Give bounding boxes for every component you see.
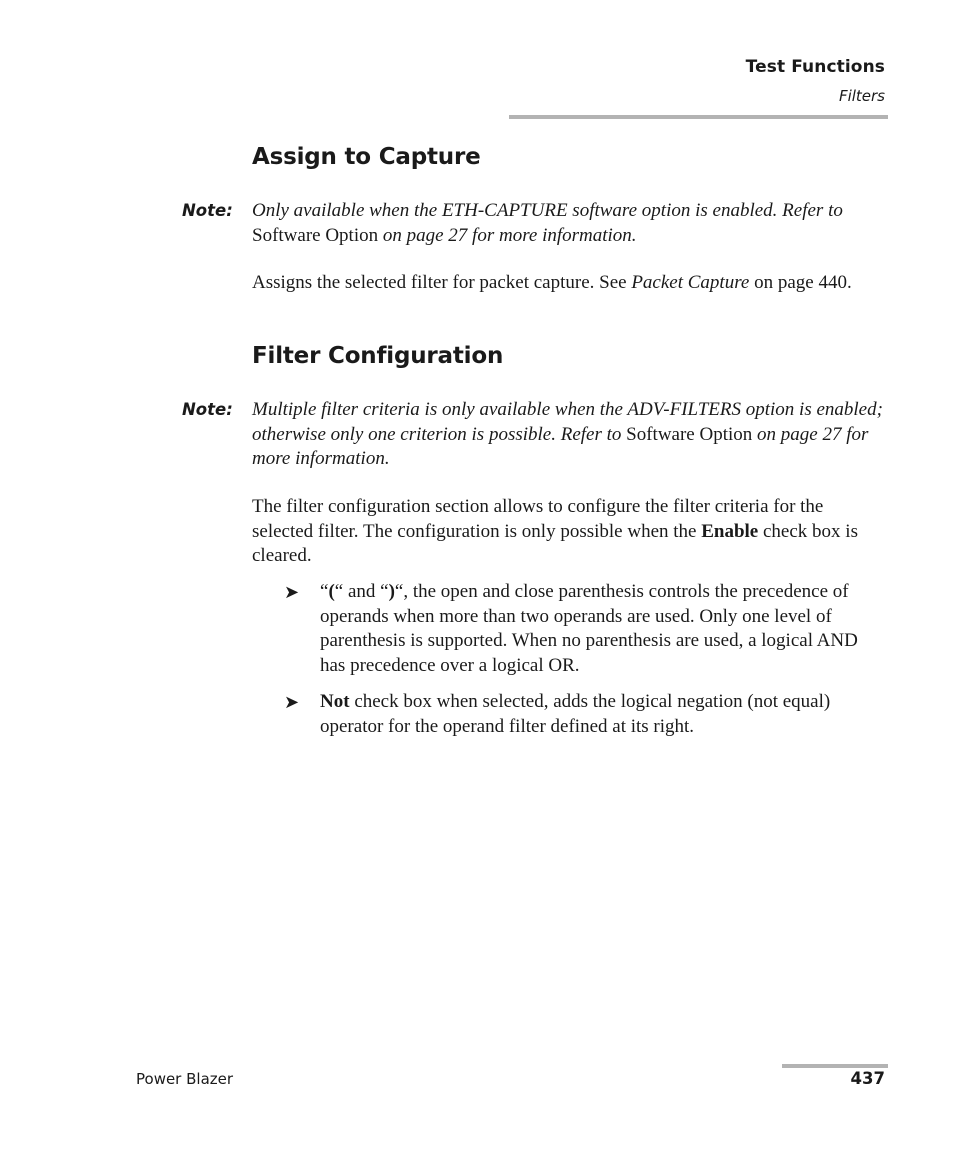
list-item-text: check box when selected, adds the logical negation (not equal) operator for the operand filter defined at its right. <box>320 691 831 737</box>
body-paragraph <box>252 271 884 296</box>
cross-reference-link[interactable]: Software Option <box>252 224 379 246</box>
footer-product-name: Power Blazer <box>136 1070 234 1088</box>
running-header-section: Filters <box>838 87 885 105</box>
header-rule <box>509 115 888 119</box>
body-text-part: on page 440. <box>754 272 852 293</box>
list-item <box>320 690 886 739</box>
note-text-part: Multiple filter criteria is only available when the ADV-FILTERS option is enabled; otherwise only one criterion is possible. Refer to <box>252 399 883 445</box>
cross-reference-link[interactable]: Packet Capture <box>631 272 750 293</box>
cross-reference-link[interactable]: Software Option <box>626 423 753 445</box>
section-heading-assign-to-capture: Assign to Capture <box>252 144 481 170</box>
ui-term-not: Not <box>320 691 350 712</box>
list-item <box>320 580 886 679</box>
running-header-chapter: Test Functions <box>745 57 885 77</box>
ui-term-enable: Enable <box>701 520 759 542</box>
footer-rule <box>782 1064 888 1068</box>
note-label: Note: <box>182 201 233 220</box>
ui-term-open-paren: ( <box>328 581 335 602</box>
body-paragraph <box>252 495 884 569</box>
body-text-part: check box is cleared. <box>252 520 858 567</box>
note-text-part: Only available when the ETH-CAPTURE software option is enabled. Refer to <box>252 200 843 221</box>
note-text-part: on page 27 for more information. <box>382 224 637 246</box>
quote-mark: “ and “ <box>334 581 389 602</box>
body-text-part: The filter configuration section allows to configure the filter criteria for the selected filter. The configuration is only possible when the <box>252 496 824 542</box>
bullet-arrow-icon: ➤ <box>284 692 300 712</box>
note-text-part: on page 27 for more information. <box>252 423 869 470</box>
note-label: Note: <box>182 400 233 419</box>
ui-term-close-paren: ) <box>388 581 395 602</box>
list-item-text: “, the open and close parenthesis controls the precedence of operands when more than two operands are used. Only one level of parenthesis is supported. When no parenthesis are used, a logical AND has precedence over a logical OR. <box>320 581 858 677</box>
section-heading-filter-configuration: Filter Configuration <box>252 343 504 369</box>
note-text <box>252 199 884 248</box>
note-text <box>252 398 884 472</box>
quote-mark: “ <box>320 581 329 602</box>
bullet-arrow-icon: ➤ <box>284 582 300 602</box>
body-text-part: Assigns the selected filter for packet capture. See <box>252 272 627 293</box>
page-number: 437 <box>850 1069 885 1088</box>
